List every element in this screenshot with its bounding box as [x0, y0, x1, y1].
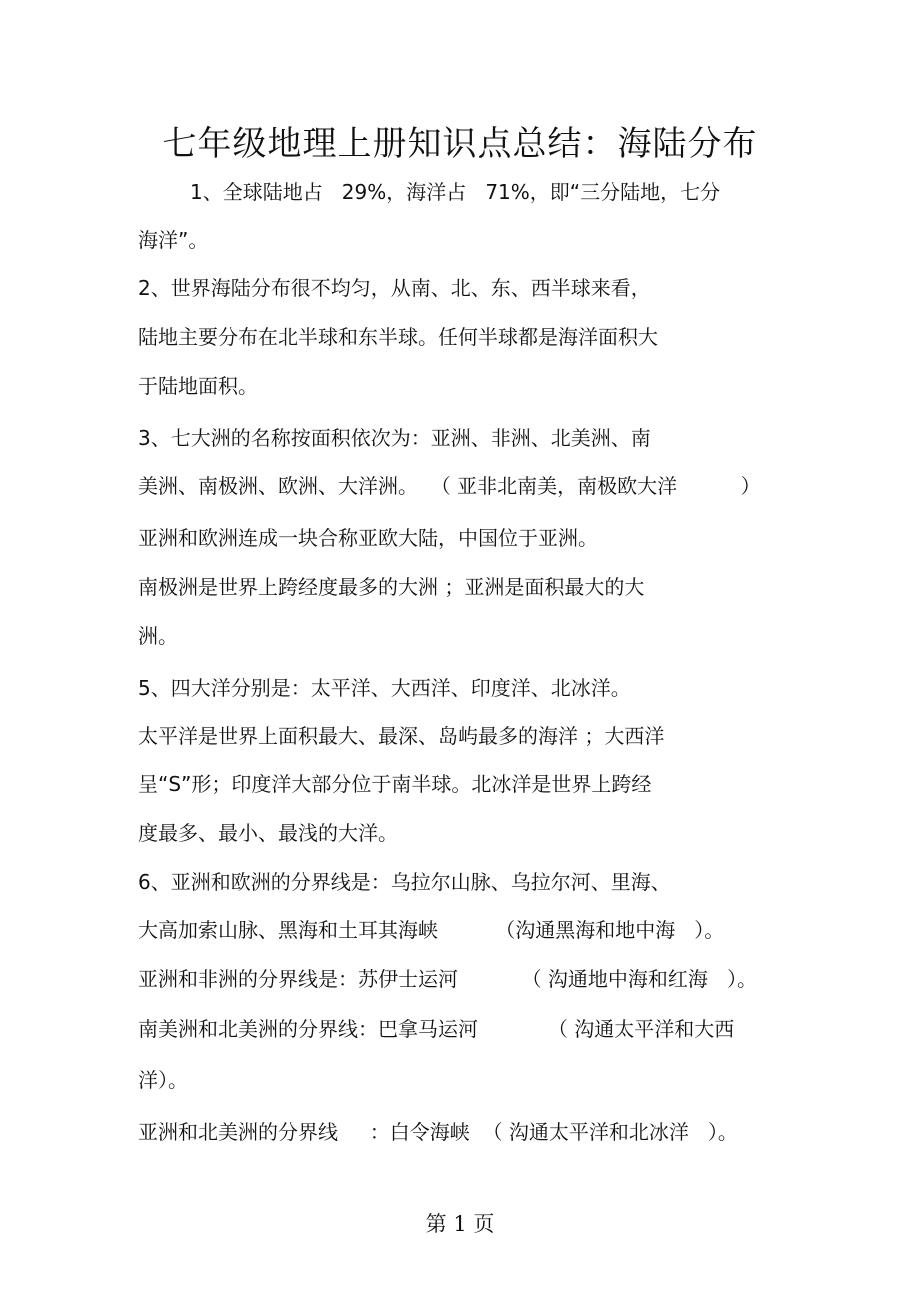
text-line: 度最多、最小、最浅的大洋。 [138, 821, 398, 845]
text-line: 5、四大洋分别是：太平洋、大西洋、印度洋、北冰洋。 [138, 676, 631, 700]
text-line: 大高加索山脉、黑海和土耳其海峡 （沟通黑海和地中海 ）。 [138, 918, 725, 942]
text-line: 呈“S”形；印度洋大部分位于南半球。北冰洋是世界上跨经 [138, 772, 652, 796]
document-title: 七年级地理上册知识点总结：海陆分布 [162, 124, 758, 164]
text-line: 太平洋是世界上面积最大、最深、岛屿最多的海洋 ；大西洋 [138, 724, 665, 748]
text-line: 洲。 [138, 624, 178, 648]
text-line: 亚洲和非洲的分界线是：苏伊士运河 （ 沟通地中海和红海 ）。 [138, 967, 758, 991]
text-line: 洋）。 [138, 1068, 188, 1092]
page-number: 第 1 页 [425, 1212, 495, 1236]
text-line: 2、世界海陆分布很不均匀，从南、北、东、西半球来看， [138, 276, 651, 300]
text-line: 1、全球陆地占 29%，海洋占 71%，即“三分陆地，七分 [190, 180, 721, 204]
text-line: 于陆地面积。 [138, 374, 258, 398]
text-line: 亚洲和北美洲的分界线 ：白令海峡 （ 沟通太平洋和北冰洋 ）。 [138, 1120, 738, 1144]
text-line: 陆地主要分布在北半球和东半球。任何半球都是海洋面积大 [138, 325, 658, 349]
text-line: 海洋”。 [138, 228, 209, 252]
text-line: 6、亚洲和欧洲的分界线是：乌拉尔山脉、乌拉尔河、里海、 [138, 870, 671, 894]
text-line: 南美洲和北美洲的分界线：巴拿马运河 （ 沟通太平洋和大西 [138, 1017, 735, 1041]
text-line: 3、七大洲的名称按面积依次为：亚洲、非洲、北美洲、南 [138, 426, 651, 450]
text-line: 亚洲和欧洲连成一块合称亚欧大陆，中国位于亚洲。 [138, 526, 598, 550]
text-line: 美洲、南极洲、欧洲、大洋洲。 （ 亚非北南美，南极欧大洋 ） [138, 474, 761, 498]
text-line: 南极洲是世界上跨经度最多的大洲 ；亚洲是面积最大的大 [138, 575, 645, 599]
